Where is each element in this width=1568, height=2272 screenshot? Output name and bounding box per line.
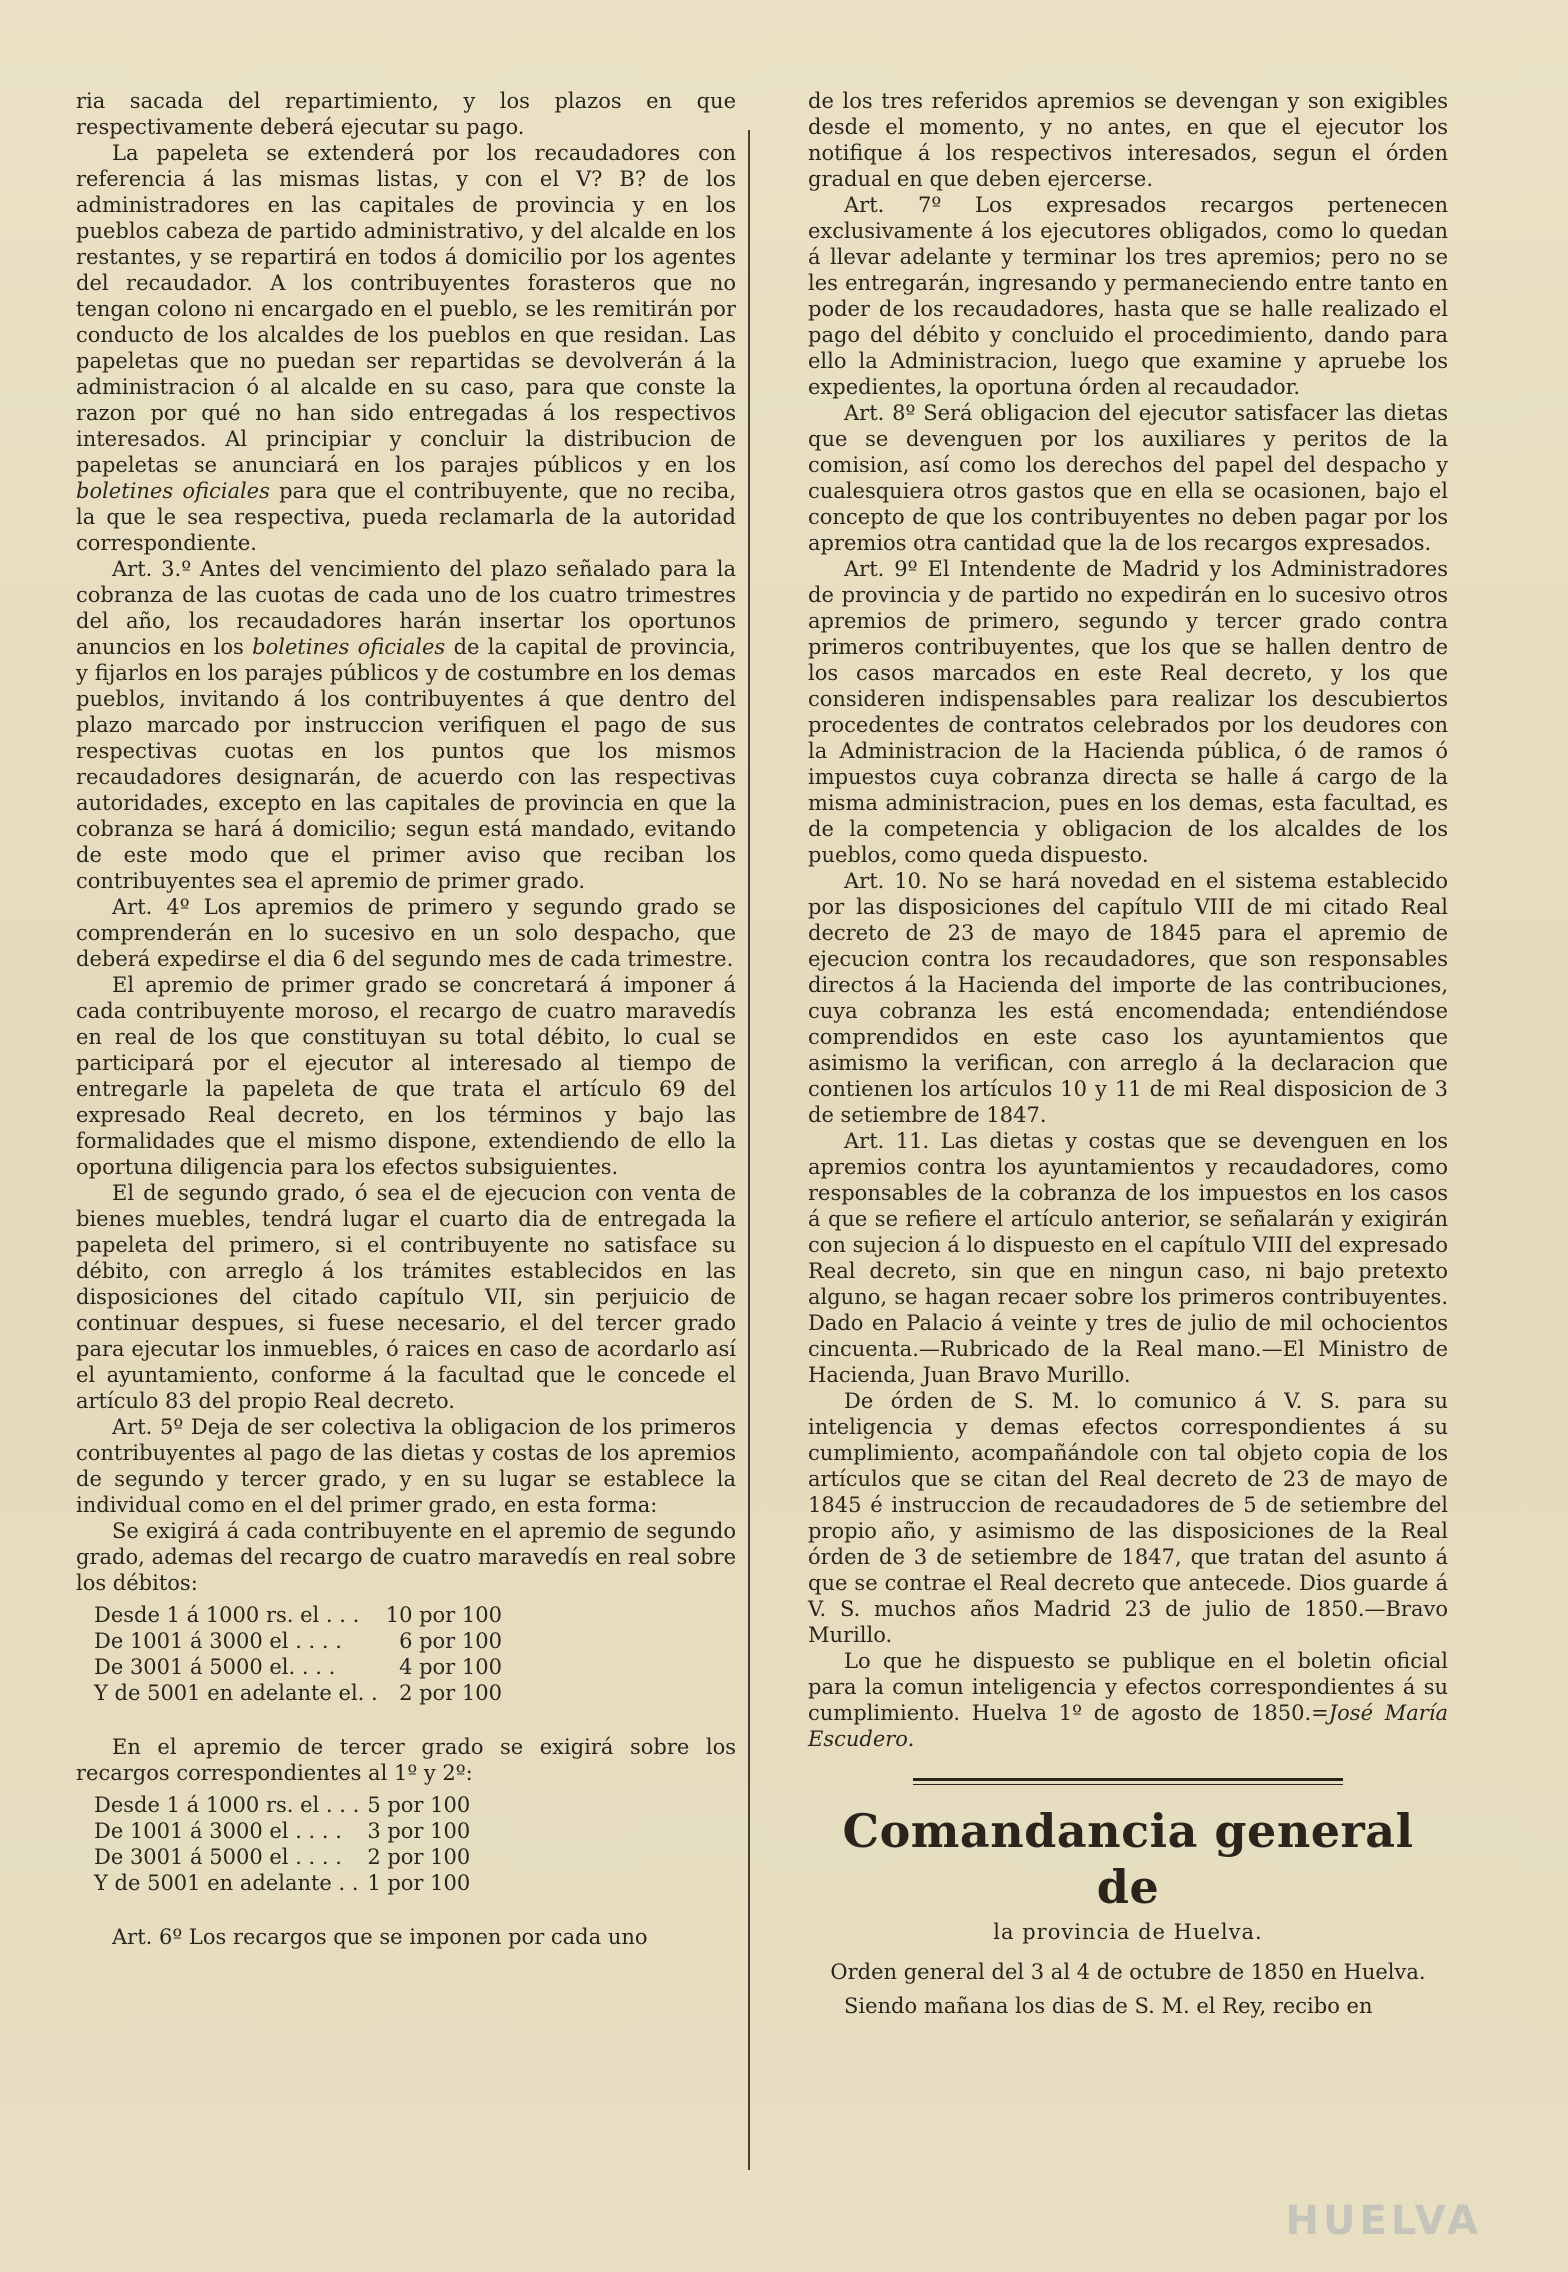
paragraph-tercer-grado: En el apremio de tercer grado se exigirá sobre los recargos correspondientes al 1º y 2º: xyxy=(76,1735,736,1785)
table-cell: 6 por 100 xyxy=(399,1629,502,1653)
article-7 xyxy=(808,192,1448,400)
table-row xyxy=(90,1818,474,1844)
paragraph-exigira: Se exigirá á cada contribuyente en el apremio de segundo grado, ademas del recargo de cuatro maravedís en real sobre los débitos: xyxy=(76,1519,736,1595)
section-subheading: la provincia de Huelva. xyxy=(993,1920,1263,1944)
table-row xyxy=(90,1628,506,1654)
table-row xyxy=(90,1792,474,1818)
section-heading: Comandancia general de xyxy=(842,1804,1414,1914)
article-11 xyxy=(808,1128,1448,1388)
spacer xyxy=(76,1712,736,1734)
table-cell: De 3001 á 5000 el. . . . xyxy=(94,1655,336,1679)
table-cell: Y de 5001 en adelante . . xyxy=(94,1871,359,1895)
article-4 xyxy=(76,894,736,972)
watermark: HUELVA xyxy=(1285,2198,1482,2244)
text: para que el contribuyente, que no reciba, la que le sea respectiva, pueda reclamarla de la autoridad correspondiente. xyxy=(76,479,736,555)
text: El Intendente de Madrid y los Administradores de provincia y de partido no expedirán en lo sucesivo otros apremios de primero, segundo y tercer grado contra primeros contribuyentes, que los que se hallen dentro de los casos marcados en este Real decreto, y los que consideren indispensables para realizar los descubiertos procedentes de contratos celebrados por los deudores con la Administracion de la Hacienda pública, ó de ramos ó impuestos cuya cobranza directa se halle á cargo de la misma administracion, pues en los demas, esta facultad, es de la competencia y obligacion de los alcaldes de los pueblos, como queda dispuesto. xyxy=(808,557,1448,867)
emphasis: boletines oficiales xyxy=(252,635,446,659)
article-9 xyxy=(808,556,1448,868)
text: Será obligacion del ejecutor satisfacer las dietas que se devenguen por los auxiliares y peritos de la comision, así como los derechos del papel del despacho y cualesquiera otros gastos que en ella se ocasionen, bajo el concepto de que los contribuyentes no deben pagar por los apremios otra cantidad que la de los recargos expresados. xyxy=(808,401,1448,555)
text: Los recargos que se imponen por cada uno xyxy=(188,1925,648,1949)
table-cell: 1 por 100 xyxy=(367,1871,471,1895)
general-order-title: Orden general del 3 al 4 de octubre de 1850 en Huelva. xyxy=(830,1960,1426,1984)
paragraph: de los tres referidos apremios se devengan y son exigibles desde el momento, y no antes, en que el ejecutor los notifique á los respectivos interesados, segun el órden gradual en que deben ejercerse. xyxy=(808,89,1448,191)
emphasis: boletines oficiales xyxy=(76,479,270,503)
table-cell: De 1001 á 3000 el . . . . xyxy=(94,1629,342,1653)
text: Los expresados recargos pertenecen exclusivamente á los ejecutores obligados, como lo quedan á llevar adelante y terminar los tres apremios; pero no se les entregarán, ingresando y permaneciendo entre tanto en poder de los recaudadores, hasta que se halle realizado el pago del débito y concluido el procedimiento, dando para ello la Administracion, luego que examine y apruebe los expedientes, la oportuna órden al recaudador. xyxy=(808,193,1448,399)
table-cell: 5 por 100 xyxy=(367,1793,471,1817)
table-row xyxy=(90,1680,506,1706)
paragraph-publique xyxy=(808,1648,1448,1752)
article-label: Art. 5º xyxy=(112,1415,184,1439)
paragraph-primer-grado: El apremio de primer grado se concretará á imponer á cada contribuyente moroso, el recargo de cuatro maravedís en real de los que constituyan su total débito, lo cual se participará por el ejecutor al interesado al tiempo de entregarle la papeleta de que trata el artículo 69 del expresado Real decreto, en los términos y bajo las formalidades que el mismo dispone, extendiendo de ello la oportuna diligencia para los efectos subsiguientes. xyxy=(76,973,736,1179)
article-5 xyxy=(76,1414,736,1518)
article-label: Art. 7º xyxy=(844,193,942,217)
text: La papeleta se extenderá por los recaudadores con referencia á las mismas listas, y con el V? B? de los administradores en las capitales de provincia y en los pueblos cabeza de partido administrativo, y del alcalde en los restantes, y se repartirá en todos á domicilio por los agentes del recaudador. A los contribuyentes forasteros que no tengan colono ni encargado en el pueblo, se les remitirán por conducto de los alcaldes de los pueblos en que residan. Las papeletas que no puedan ser repartidas se devolverán á la administracion ó al alcalde en su caso, para que conste la razon por qué no han sido entregadas á los respectivos interesados. Al principiar y concluir la distribucion de papeletas se anunciará en los parajes públicos y en los xyxy=(76,141,736,477)
table-row xyxy=(90,1870,474,1896)
article-label: Art. 8º xyxy=(844,401,916,425)
right-column xyxy=(808,88,1448,2019)
text: Las dietas y costas que se devenguen en los apremios contra los ayuntamientos y recaudadores, como responsables de la cobranza de los impuestos en los casos á que se refiere el artículo anterior, se señalarán y exigirán con sujecion á lo dispuesto en el capítulo VIII del expresado Real decreto, sin que en ningun caso, ni bajo pretexto alguno, se hagan recaer sobre los primeros contribuyentes. Dado en Palacio á veinte y tres de julio de mil ochocientos cincuenta.—Rubricado de la Real mano.—El Ministro de Hacienda, Juan Bravo Murillo. xyxy=(808,1129,1449,1387)
text: Antes del vencimiento del plazo señalado para la cobranza de las cuotas de cada uno de los cuatro trimestres del año, los recaudadores harán insertar los oportunos anuncios en los xyxy=(76,557,736,659)
table-cell: 3 por 100 xyxy=(367,1819,471,1843)
surcharge-table-second-grade xyxy=(90,1602,506,1706)
paragraph-segundo-grado: El de segundo grado, ó sea el de ejecucion con venta de bienes muebles, tendrá lugar el cuarto dia de entregada la papeleta del primero, si el contribuyente no satisface su débito, con arreglo á los trámites establecidos en las disposiciones del citado capítulo VII, sin perjuicio de continuar despues, si fuese necesario, el del tercer grado para ejecutar los inmuebles, ó raices en caso de acordarlo así el ayuntamiento, conforme á la facultad que le concede el artículo 83 del propio Real decreto. xyxy=(76,1181,736,1413)
text: Lo que he dispuesto se publique en el boletin oficial para la comun inteligencia y efectos correspondientes á su cumplimiento. Huelva 1º de agosto de 1850.= xyxy=(808,1649,1448,1725)
text: Los apremios de primero y segundo grado se comprenderán en lo sucesivo en un solo despacho, que deberá expedirse el dia 6 del segundo mes de cada trimestre. xyxy=(76,895,736,971)
article-label: Art. 10. xyxy=(844,869,928,893)
table-cell: Y de 5001 en adelante el. . xyxy=(94,1681,378,1705)
article-3 xyxy=(76,556,736,894)
article-label: Art. 6º xyxy=(112,1925,183,1949)
left-column xyxy=(76,88,736,1950)
text: Deja de ser colectiva la obligacion de los primeros contribuyentes al pago de las dietas y costas de los apremios de segundo y tercer grado, y en su lugar se establece la individual como en el del primer grado, en esta forma: xyxy=(76,1415,736,1517)
table-cell: De 3001 á 5000 el . . . . xyxy=(94,1845,342,1869)
article-label: Art. 3.º xyxy=(112,557,192,581)
article-label: Art. 9º xyxy=(844,557,918,581)
table-cell: De 1001 á 3000 el . . . . xyxy=(94,1819,342,1843)
paragraph-final: Siendo mañana los dias de S. M. el Rey, recibo en xyxy=(844,1994,1373,2018)
paragraph-papeleta xyxy=(76,140,736,556)
article-10 xyxy=(808,868,1448,1128)
table-row xyxy=(90,1654,506,1680)
signature-name: José María Escudero. xyxy=(808,1701,1448,1751)
column-divider xyxy=(748,130,750,2170)
article-label: Art. 4º xyxy=(112,895,190,919)
table-cell: 2 por 100 xyxy=(367,1845,471,1869)
table-cell: Desde 1 á 1000 rs. el . . . xyxy=(94,1603,360,1627)
table-cell: 10 por 100 xyxy=(385,1603,502,1627)
table-cell: 2 por 100 xyxy=(399,1681,502,1705)
paragraph: ria sacada del repartimiento, y los plazos en que respectivamente deberá ejecutar su pago. xyxy=(76,89,736,139)
table-cell: 4 por 100 xyxy=(399,1655,502,1679)
surcharge-table-third-grade xyxy=(90,1792,474,1896)
spacer xyxy=(76,1902,736,1924)
article-label: Art. 11. xyxy=(844,1129,930,1153)
table-row xyxy=(90,1602,506,1628)
text: No se hará novedad en el sistema establecido por las disposiciones del capítulo VIII de mi citado Real decreto de 23 de mayo de 1845 para el apremio de ejecucion contra los recaudadores, que son responsables directos á la Hacienda del importe de las contribuciones, cuya cobranza les está encomendada; entendiéndose comprendidos en este caso los ayuntamientos que asimismo la verifican, con arreglo á la declaracion que contienen los artículos 10 y 11 de mi Real disposicion de 3 de setiembre de 1847. xyxy=(808,869,1448,1127)
table-cell: Desde 1 á 1000 rs. el . . . xyxy=(94,1793,360,1817)
section-divider xyxy=(913,1778,1343,1785)
article-8 xyxy=(808,400,1448,556)
text: de la capital de provincia, y fijarlos en los parajes públicos y de costumbre en los demas pueblos, invitando á los contribuyentes á que dentro del plazo marcado por instruccion verifiquen el pago de sus respectivas cuotas en los puntos que los mismos recaudadores designarán, de acuerdo con las respectivas autoridades, excepto en las capitales de provincia en que la cobranza se hará á domicilio; segun está mandado, evitando de este modo que el primer aviso que reciban los contribuyentes sea el apremio de primer grado. xyxy=(76,635,736,893)
table-row xyxy=(90,1844,474,1870)
article-6 xyxy=(76,1924,736,1950)
paragraph-orden: De órden de S. M. lo comunico á V. S. para su inteligencia y demas efectos correspondientes á su cumplimiento, acompañándole con tal objeto copia de los artículos que se citan del Real decreto de 23 de mayo de 1845 é instruccion de recaudadores de 5 de setiembre del propio año, y asimismo de las disposiciones de la Real órden de 3 de setiembre de 1847, que tratan del asunto á que se contrae el Real decreto que antecede. Dios guarde á V. S. muchos años Madrid 23 de julio de 1850.—Bravo Murillo. xyxy=(808,1389,1448,1647)
